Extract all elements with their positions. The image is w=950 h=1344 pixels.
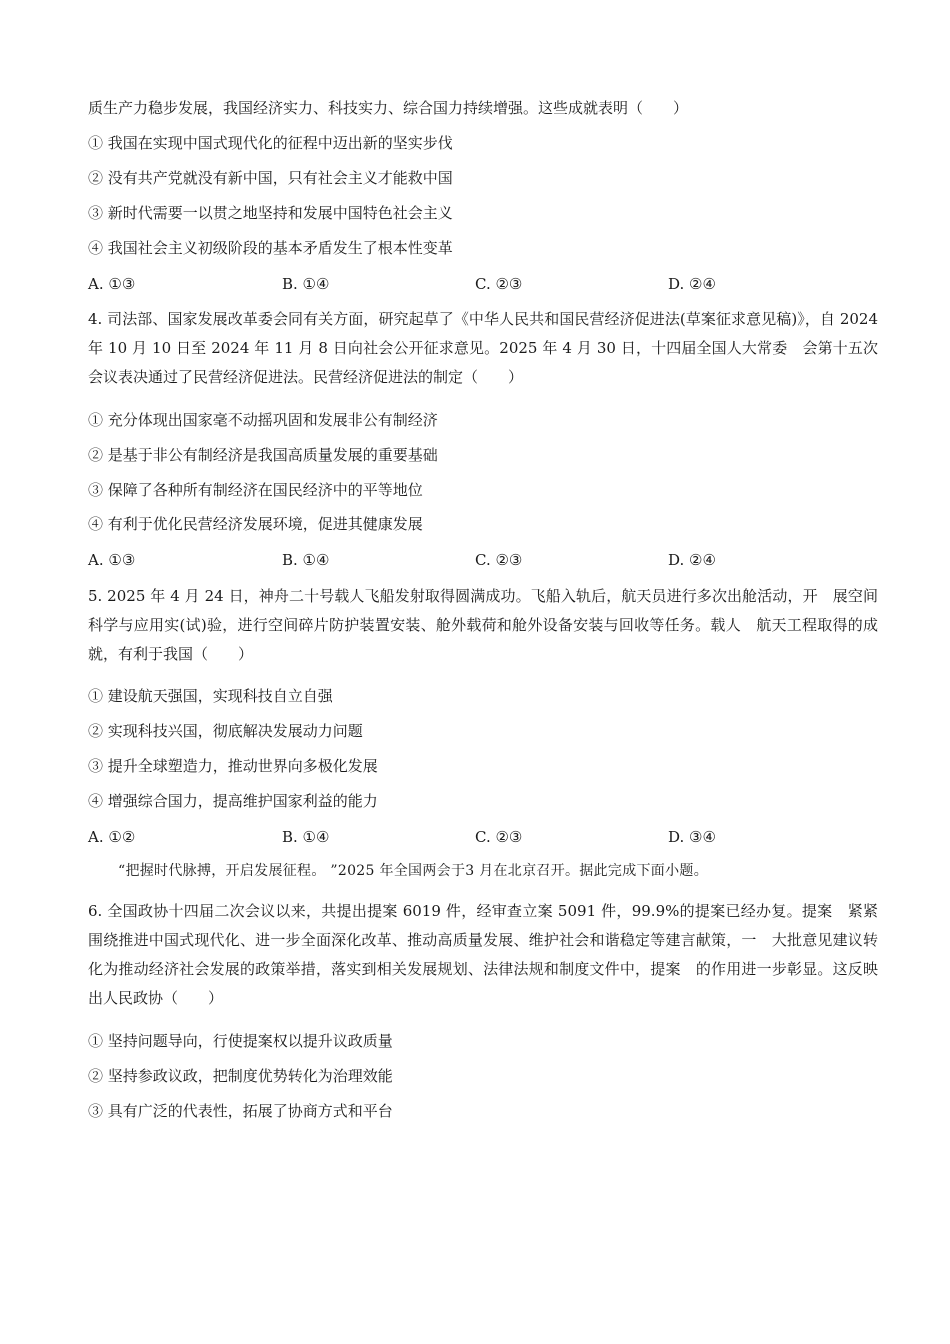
- q5-option-c[interactable]: C. ②③: [475, 828, 523, 846]
- q3-option-c[interactable]: C. ②③: [475, 275, 523, 293]
- q5-item-2: ② 实现科技兴国，彻底解决发展动力问题: [88, 722, 363, 740]
- q5-option-a[interactable]: A. ①②: [88, 828, 136, 846]
- q3-item-2: ② 没有共产党就没有新中国，只有社会主义才能救中国: [88, 169, 453, 187]
- q3-option-a[interactable]: A. ①③: [88, 275, 136, 293]
- q4-option-c[interactable]: C. ②③: [475, 551, 523, 569]
- q4-option-d[interactable]: D. ②④: [668, 551, 716, 569]
- q6-item-3: ③ 具有广泛的代表性，拓展了协商方式和平台: [88, 1102, 393, 1120]
- q6-stem: 6. 全国政协十四届二次会议以来，共提出提案 6019 件，经审查立案 5091 件，99.9%的提案已经办复。提案 紧紧围绕推进中国式现代化、进一步全面深化改革、推动高质量发展、维护社会和谐稳定等建言献策，一 大批意见建议转化为推动经济社会发展的政策举措，落实到相关发展规划、法律法规和制度文件中，提案 的作用进一步彰显。这反映出人民政协（ ）: [88, 902, 878, 1007]
- q3-item-1: ① 我国在实现中国式现代化的征程中迈出新的坚实步伐: [88, 134, 453, 152]
- q5-stem: 5. 2025 年 4 月 24 日，神舟二十号载人飞船发射取得圆满成功。飞船入轨后，航天员进行多次出舱活动，开 展空间科学与应用实(试)验，进行空间碎片防护装置安装、舱外载荷和舱外设备安装与回收等任务。载人 航天工程取得的成就，有利于我国（ ）: [88, 587, 878, 663]
- material-intro: “把握时代脉搏，开启发展征程。 ”2025 年全国两会于3 月在北京召开。据此完成下面小题。: [118, 863, 708, 879]
- q5-item-3: ③ 提升全球塑造力，推动世界向多极化发展: [88, 757, 378, 775]
- q4-item-3: ③ 保障了各种所有制经济在国民经济中的平等地位: [88, 481, 423, 499]
- q4-option-a[interactable]: A. ①③: [88, 551, 136, 569]
- q3-stem-tail: 质生产力稳步发展，我国经济实力、科技实力、综合国力持续增强。这些成就表明（ ）: [88, 99, 689, 117]
- q5-item-4: ④ 增强综合国力，提高维护国家利益的能力: [88, 792, 378, 810]
- q3-item-3: ③ 新时代需要一以贯之地坚持和发展中国特色社会主义: [88, 204, 453, 222]
- q4-item-2: ② 是基于非公有制经济是我国高质量发展的重要基础: [88, 446, 438, 464]
- q6-item-2: ② 坚持参政议政，把制度优势转化为治理效能: [88, 1067, 393, 1085]
- q4-option-b[interactable]: B. ①④: [282, 551, 330, 569]
- q6-item-1: ① 坚持问题导向，行使提案权以提升议政质量: [88, 1032, 393, 1050]
- q4-item-1: ① 充分体现出国家毫不动摇巩固和发展非公有制经济: [88, 411, 438, 429]
- q3-option-d[interactable]: D. ②④: [668, 275, 716, 293]
- q4-stem: 4. 司法部、国家发展改革委会同有关方面，研究起草了《中华人民共和国民营经济促进法(草案征求意见稿)》，自 2024 年 10 月 10 日至 2024 年 11 月 8 日向社会公开征求意见。2025 年 4 月 30 日，十四届全国人大常委 会第十五次会议表决通过了民营经济促进法。民营经济促进法的制定（ ）: [88, 310, 878, 386]
- q5-option-b[interactable]: B. ①④: [282, 828, 330, 846]
- q5-item-1: ① 建设航天强国，实现科技自立自强: [88, 687, 333, 705]
- q3-item-4: ④ 我国社会主义初级阶段的基本矛盾发生了根本性变革: [88, 239, 453, 257]
- q5-option-d[interactable]: D. ③④: [668, 828, 716, 846]
- q3-option-b[interactable]: B. ①④: [282, 275, 330, 293]
- q4-item-4: ④ 有利于优化民营经济发展环境，促进其健康发展: [88, 515, 423, 533]
